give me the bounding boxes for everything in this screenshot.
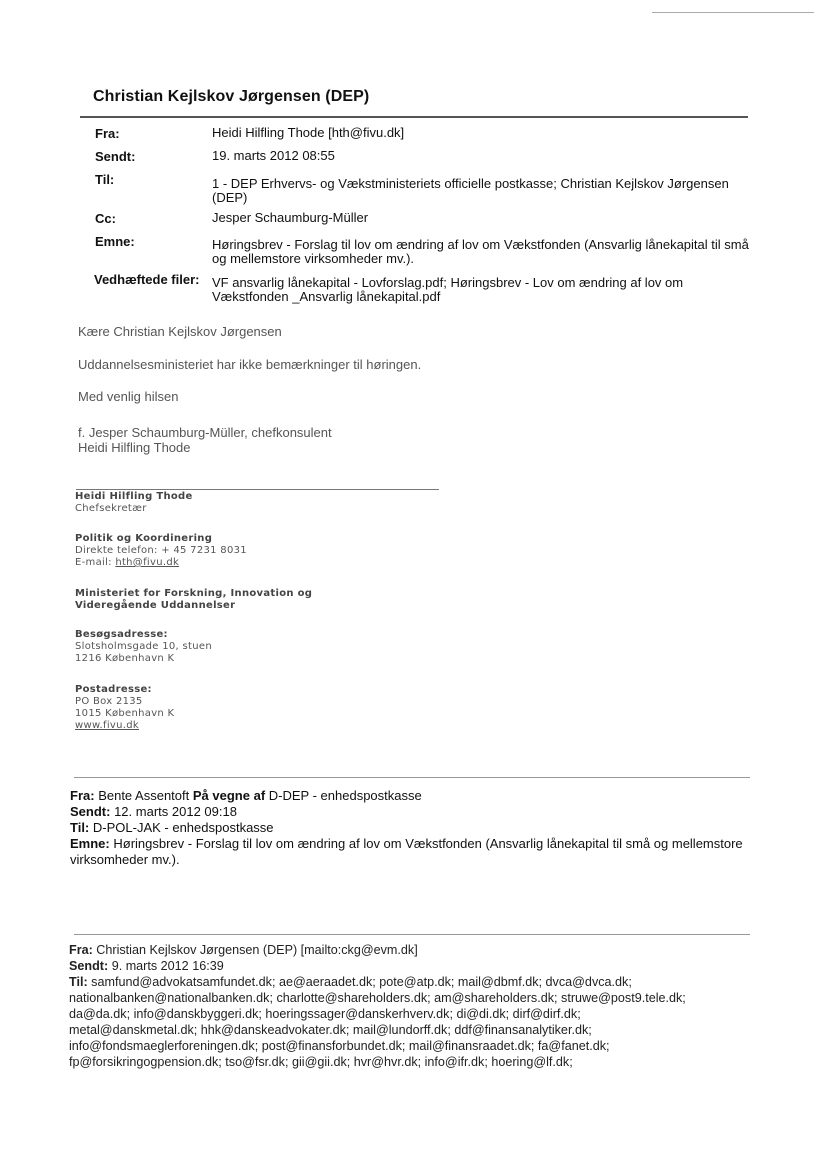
signature-name-block: [75, 491, 193, 515]
forward2-from-label: Fra:: [69, 943, 93, 957]
visit-address-line-1: Slotsholmsgade 10, stuen: [75, 641, 212, 652]
subject-value: Høringsbrev - Forslag til lov om ændring af lov om Vækstfonden (Ansvarlig lånekapital til små og mellemstore virksomheder mv.).: [212, 237, 749, 266]
signature-email-row: [75, 557, 247, 569]
cc-label: Cc:: [95, 211, 116, 226]
from-value: Heidi Hilfling Thode [hth@fivu.dk]: [212, 125, 405, 140]
signature-website-link[interactable]: www.fivu.dk: [75, 720, 139, 731]
forward1-from-label: Fra:: [70, 788, 95, 803]
postal-address-line-2: 1015 København K: [75, 708, 175, 719]
postal-address-line-1: PO Box 2135: [75, 696, 143, 707]
header-from-row: [95, 126, 755, 142]
from-label: Fra:: [95, 126, 120, 141]
signature-department: Politik og Koordinering: [75, 533, 213, 544]
cc-value: Jesper Schaumburg-Müller: [212, 210, 369, 225]
attachments-label: Vedhæftede filer:: [94, 272, 200, 287]
forward2-sent-row: [69, 958, 769, 974]
signature-ministry-line-1: Ministeriet for Forskning, Innovation og: [75, 588, 313, 599]
title-divider: [80, 116, 748, 118]
header-to-row: [95, 172, 755, 204]
forward1-subject-value: Høringsbrev - Forslag til lov om ændring af lov om Vækstfonden (Ansvarlig lånekapital til små og mellemstore virksomheder mv.).: [70, 836, 743, 867]
forward2-to-line-5: info@fondsmaeglerforeningen.dk; post@finansforbundet.dk; mail@finansraadet.dk; fa@fanet.dk;: [69, 1039, 610, 1053]
sent-value: 19. marts 2012 08:55: [212, 148, 335, 163]
signature-visit-address: [75, 629, 212, 665]
forward2-to-label: Til:: [69, 975, 88, 989]
forward2-from-value: Christian Kejlskov Jørgensen (DEP) [mailto:ckg@evm.dk]: [96, 943, 418, 957]
forward1-subject-row: [70, 836, 750, 868]
forward1-to-value: D-POL-JAK - enhedspostkasse: [92, 820, 274, 835]
to-label: Til:: [95, 172, 115, 187]
forward1-sent-row: [70, 804, 750, 820]
forward1-on-behalf: På vegne af: [192, 788, 266, 803]
forward2-from-row: [69, 942, 769, 958]
signature-postal-address: [75, 684, 174, 732]
forward1-to-label: Til:: [70, 820, 90, 835]
signature-contact-block: [75, 533, 247, 569]
closing: Med venlig hilsen: [78, 389, 179, 404]
signer-line-1: f. Jesper Schaumburg-Müller, chefkonsulent: [78, 425, 332, 440]
to-value: 1 - DEP Erhvervs- og Vækstministeriets officielle postkasse; Christian Kejlskov Jørgensen (DEP): [212, 176, 729, 205]
visit-address-label: Besøgsadresse:: [75, 629, 168, 640]
signature-divider: [76, 489, 439, 490]
message-text: Uddannelsesministeriet har ikke bemærkninger til høringen.: [78, 357, 422, 372]
greeting: Kære Christian Kejlskov Jørgensen: [78, 324, 282, 339]
postal-address-label: Postadresse:: [75, 684, 152, 695]
forward1-sent-value: 12. marts 2012 09:18: [114, 804, 237, 819]
page-title: Christian Kejlskov Jørgensen (DEP): [93, 88, 370, 105]
signature-role: Chefsekretær: [75, 503, 147, 514]
scan-artifact-line: [652, 12, 814, 13]
header-cc-row: [95, 211, 755, 227]
forward2-to-line-3: da@da.dk; info@danskbyggeri.dk; hoeringssager@danskerhverv.dk; di@di.dk; dirf@dirf.dk;: [69, 1007, 581, 1021]
sent-label: Sendt:: [95, 149, 136, 164]
forward2-divider: [74, 934, 750, 935]
forward2-to-line-6: fp@forsikringogpension.dk; tso@fsr.dk; gii@gii.dk; hvr@hvr.dk; info@ifr.dk; hoering@lf.dk;: [69, 1055, 573, 1069]
forward1-from-org: D-DEP - enhedspostkasse: [268, 788, 422, 803]
signature-ministry-block: [75, 588, 312, 612]
forward2-to-row: [69, 974, 769, 990]
signer-line-2: Heidi Hilfling Thode: [78, 440, 191, 455]
forward1-subject-label: Emne:: [70, 836, 110, 851]
forward1-sent-label: Sendt:: [70, 804, 111, 819]
attachments-value: VF ansvarlig lånekapital - Lovforslag.pdf; Høringsbrev - Lov om ændring af lov om Vækstfonden _Ansvarlig lånekapital.pdf: [212, 275, 684, 304]
forward1-header: [70, 788, 750, 868]
forward2-to-line-2: nationalbanken@nationalbanken.dk; charlotte@shareholders.dk; am@shareholders.dk; struwe@post9.tele.dk;: [69, 991, 686, 1005]
signature-email-link[interactable]: hth@fivu.dk: [115, 557, 180, 568]
signature-name: Heidi Hilfling Thode: [75, 491, 193, 502]
forward1-from-row: [70, 788, 750, 804]
forward2-to-line-4: metal@danskmetal.dk; hhk@danskeadvokater.dk; mail@lundorff.dk; ddf@finansanalytiker.dk;: [69, 1023, 592, 1037]
signature-email-label: E-mail:: [75, 557, 116, 568]
header-subject-row: [95, 234, 755, 266]
forward1-divider: [74, 777, 750, 778]
forward1-from-name: Bente Assentoft: [98, 788, 190, 803]
header-sent-row: [95, 149, 755, 165]
forward2-header: [69, 942, 769, 1070]
signature-phone: Direkte telefon: + 45 7231 8031: [75, 545, 247, 556]
forward2-sent-value: 9. marts 2012 16:39: [111, 959, 224, 973]
subject-label: Emne:: [95, 234, 135, 249]
header-attachments-row: [94, 272, 754, 304]
forward2-sent-label: Sendt:: [69, 959, 109, 973]
visit-address-line-2: 1216 København K: [75, 653, 175, 664]
forward2-to-line-1: samfund@advokatsamfundet.dk; ae@aeraadet.dk; pote@atp.dk; mail@dbmf.dk; dvca@dvca.dk;: [91, 975, 632, 989]
forward1-to-row: [70, 820, 750, 836]
signature-ministry-line-2: Videregående Uddannelser: [75, 600, 236, 611]
